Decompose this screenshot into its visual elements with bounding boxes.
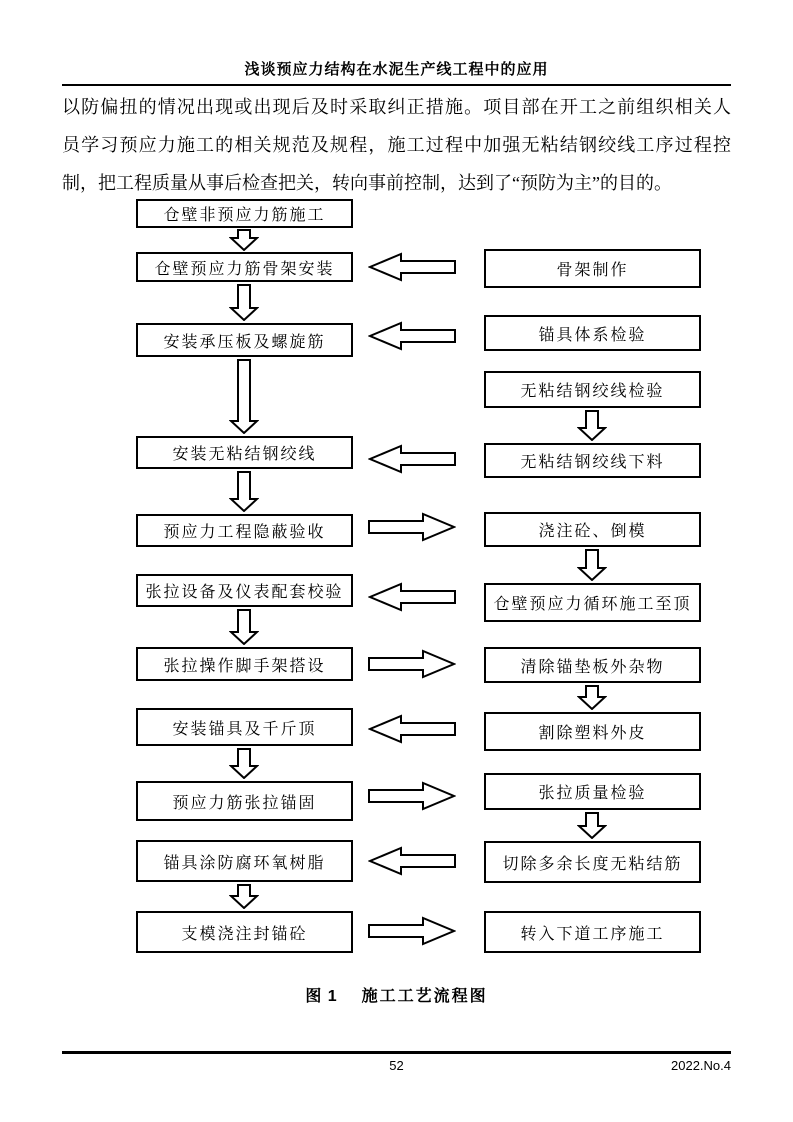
flow-step-box: 预应力筋张拉锚固 [136,781,353,821]
flow-step-box: 安装承压板及螺旋筋 [136,323,353,357]
paragraph-line: 员学习预应力施工的相关规范及规程，施工过程中加强无粘结钢绞线工序过程控 [62,135,731,155]
flow-step-box: 骨架制作 [484,249,701,288]
flow-arrow-down-icon [229,748,259,779]
flow-step-box: 割除塑料外皮 [484,712,701,751]
paragraph-line: 以防偏扭的情况出现或出现后及时采取纠正措施。项目部在开工之前组织相关人 [62,97,731,117]
flow-arrow-down-icon [229,229,259,251]
flow-step-box: 安装无粘结钢绞线 [136,436,353,469]
flow-step-box: 转入下道工序施工 [484,911,701,953]
flow-arrow-down-icon [229,471,259,512]
flow-arrow-right-icon [368,916,456,946]
flow-arrow-left-icon [368,714,456,744]
flow-arrow-left-icon [368,444,456,474]
flow-arrow-down-icon [229,609,259,645]
flow-arrow-down-icon [577,685,607,710]
flow-step-box: 无粘结钢绞线下料 [484,443,701,478]
flow-step-box: 预应力工程隐蔽验收 [136,514,353,547]
flow-step-box: 切除多余长度无粘结筋 [484,841,701,883]
flow-step-box: 仓壁预应力筋骨架安装 [136,252,353,282]
flow-step-box: 仓壁非预应力筋施工 [136,199,353,228]
flow-arrow-right-icon [368,512,456,542]
flow-arrow-right-icon [368,781,456,811]
flow-arrow-down-icon [577,410,607,441]
flow-step-box: 支模浇注封锚砼 [136,911,353,953]
flow-step-box: 无粘结钢绞线检验 [484,371,701,408]
flow-step-box: 清除锚垫板外杂物 [484,647,701,683]
footer-rule [62,1051,731,1054]
flow-step-box: 安装锚具及千斤顶 [136,708,353,746]
flow-arrow-down-icon [577,549,607,581]
flow-arrow-down-icon [577,812,607,839]
figure-caption-title: 施工工艺流程图 [361,988,488,1005]
flow-arrow-left-icon [368,582,456,612]
flow-arrow-left-icon [368,846,456,876]
flow-step-box: 张拉操作脚手架搭设 [136,647,353,681]
flow-step-box: 张拉设备及仪表配套校验 [136,574,353,607]
flow-step-box: 锚具体系检验 [484,315,701,351]
flow-arrow-left-icon [368,252,456,282]
flow-step-box: 仓壁预应力循环施工至顶 [484,583,701,622]
page-number: 52 [389,1058,404,1073]
flow-step-box: 浇注砼、倒模 [484,512,701,547]
flow-step-box: 锚具涂防腐环氧树脂 [136,840,353,882]
flow-arrow-right-icon [368,649,456,679]
paragraph-line: 制，把工程质量从事后检查把关，转向事前控制，达到了“预防为主”的目的。 [62,173,672,193]
figure-caption-label: 图 1 [305,988,338,1005]
flow-step-box: 张拉质量检验 [484,773,701,810]
issue-number: 2022.No.4 [671,1058,731,1073]
flow-arrow-down-icon [229,884,259,909]
flow-arrow-down-icon [229,284,259,321]
paper-title: 浅谈预应力结构在水泥生产线工程中的应用 [244,62,549,78]
flow-arrow-down-icon [229,359,259,434]
figure-caption [0,983,793,1006]
flow-arrow-left-icon [368,321,456,351]
